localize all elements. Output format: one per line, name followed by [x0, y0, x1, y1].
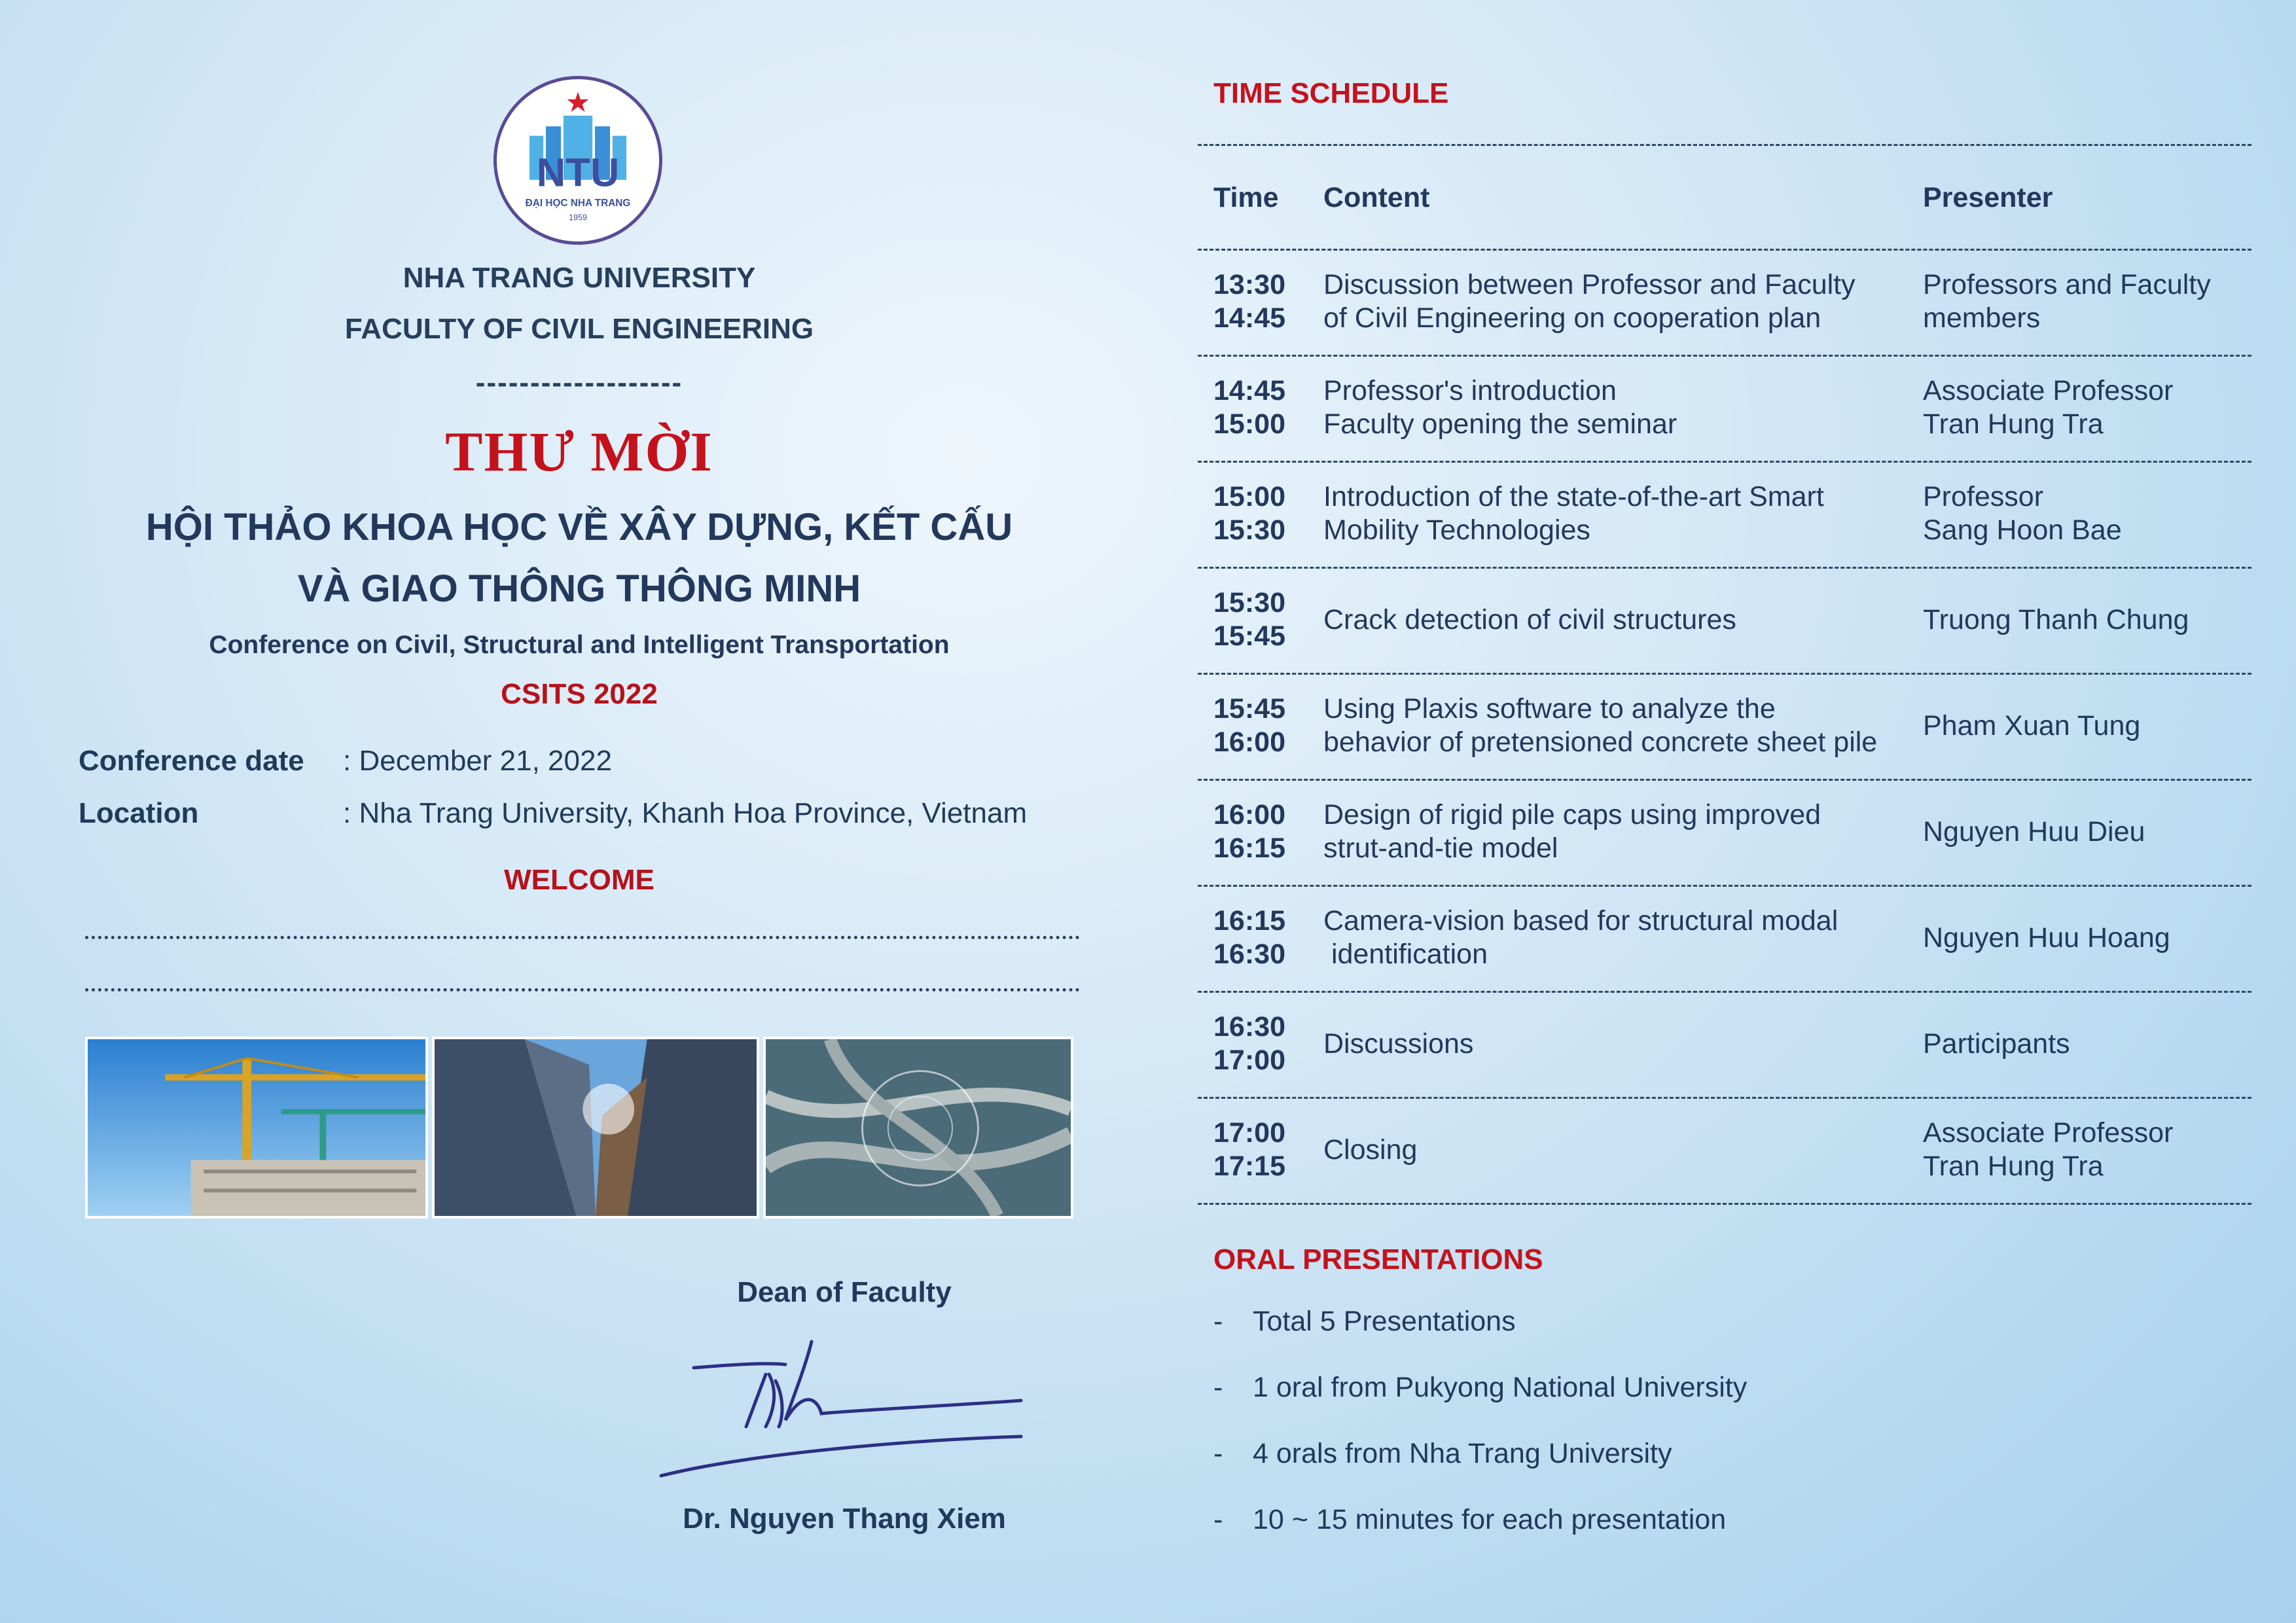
location-label: Location — [79, 797, 199, 829]
skyscrapers-photo — [432, 1037, 759, 1219]
content-line: Faculty opening the seminar — [1323, 408, 1677, 440]
table-row — [1198, 461, 2251, 567]
content-line: Using Plaxis software to analyze the — [1323, 693, 1776, 724]
content-line: Discussions — [1323, 1027, 1474, 1060]
bullet-text: 1 oral from Pukyong National University — [1253, 1372, 1748, 1403]
end-time: 15:45 — [1213, 620, 1285, 652]
presenter-line: Tran Hung Tra — [1923, 408, 2104, 440]
table-row — [1198, 1097, 2251, 1203]
presenter-line: Professors and Faculty — [1923, 269, 2211, 300]
content-line: of Civil Engineering on cooperation plan — [1323, 302, 1821, 334]
presenter-line: Associate Professor — [1923, 1117, 2174, 1149]
construction-crane-photo — [85, 1037, 428, 1219]
start-time: 16:00 — [1213, 799, 1285, 830]
start-time: 15:45 — [1213, 693, 1285, 724]
start-time: 17:00 — [1213, 1117, 1285, 1149]
bullet-text: 10 ~ 15 minutes for each presentation — [1253, 1504, 1727, 1535]
university-logo — [493, 76, 662, 245]
conference-title-vi-line1: HỘI THẢO KHOA HỌC VỀ XÂY DỰNG, KẾT CẤU — [145, 506, 1013, 548]
presenter-line: Truong Thanh Chung — [1923, 603, 2189, 635]
dean-signature — [655, 1329, 1034, 1486]
start-time: 14:45 — [1213, 375, 1285, 406]
conference-title-vi-line2: VÀ GIAO THÔNG THÔNG MINH — [297, 567, 861, 610]
content-line: strut-and-tie model — [1323, 832, 1558, 864]
start-time: 16:15 — [1213, 905, 1285, 936]
university-name: NHA TRANG UNIVERSITY — [403, 262, 756, 294]
signatory-role: Dean of Faculty — [737, 1276, 952, 1308]
presenter-line: Professor — [1923, 481, 2044, 512]
presenter-line: Sang Hoon Bae — [1923, 514, 2122, 546]
start-time: 13:30 — [1213, 269, 1285, 300]
bullet-dash: - — [1213, 1504, 1223, 1535]
invitation-title: THƯ MỜI — [445, 420, 713, 483]
table-row — [1198, 885, 2251, 991]
presenter-line: Participants — [1923, 1027, 2070, 1060]
table-row — [1198, 991, 2251, 1097]
content-line: Crack detection of civil structures — [1323, 603, 1736, 635]
oral-presentations-heading: ORAL PRESENTATIONS — [1213, 1243, 1543, 1275]
end-time: 17:00 — [1213, 1044, 1285, 1076]
end-time: 16:30 — [1213, 938, 1285, 970]
presenter-line: Pham Xuan Tung — [1923, 709, 2141, 741]
conference-acronym: CSITS 2022 — [501, 678, 658, 710]
table-rule — [1198, 1203, 2251, 1205]
table-row — [1198, 567, 2251, 673]
end-time: 16:00 — [1213, 726, 1285, 758]
date-label: Conference date — [79, 745, 304, 777]
start-time: 16:30 — [1213, 1011, 1285, 1043]
signatory-name: Dr. Nguyen Thang Xiem — [683, 1503, 1006, 1535]
presenter-line: Associate Professor — [1923, 375, 2174, 406]
date-value: : December 21, 2022 — [343, 745, 612, 777]
content-line: Mobility Technologies — [1323, 514, 1590, 546]
content-line: Camera-vision based for structural modal — [1323, 905, 1839, 936]
presenter-line: Nguyen Huu Hoang — [1923, 921, 2170, 954]
logo-text: NTU — [536, 150, 620, 196]
content-line: Design of rigid pile caps using improved — [1323, 799, 1821, 830]
start-time: 15:30 — [1213, 587, 1285, 618]
content-line: behavior of pretensioned concrete sheet pile — [1323, 726, 1878, 758]
header-presenter: Presenter — [1923, 182, 2053, 213]
end-time: 14:45 — [1213, 302, 1285, 334]
presenter-line: Nguyen Huu Dieu — [1923, 815, 2145, 847]
bullet-dash: - — [1213, 1438, 1223, 1469]
logo-subtitle: ĐẠI HỌC NHA TRANG — [525, 198, 631, 209]
bullet-dash: - — [1213, 1372, 1223, 1403]
guest-name-line-2 — [85, 988, 1080, 991]
bullet-dash: - — [1213, 1306, 1223, 1337]
right-panel — [1198, 0, 2251, 1623]
conference-title-en: Conference on Civil, Structural and Intelligent Transportation — [209, 631, 950, 659]
presenter-line: members — [1923, 302, 2041, 334]
content-line: Introduction of the state-of-the-art Smart — [1323, 481, 1824, 512]
location-value: : Nha Trang University, Khanh Hoa Province, Vietnam — [343, 797, 1028, 829]
end-time: 16:15 — [1213, 832, 1285, 864]
table-row — [1198, 673, 2251, 779]
content-line: Closing — [1323, 1133, 1418, 1166]
content-line: Discussion between Professor and Faculty — [1323, 269, 1856, 300]
time-schedule-heading: TIME SCHEDULE — [1213, 77, 1449, 109]
end-time: 17:15 — [1213, 1150, 1285, 1182]
header-divider: ------------------- — [475, 366, 683, 399]
guest-name-line-1 — [85, 936, 1080, 939]
smart-highway-photo — [763, 1037, 1073, 1219]
bullet-text: 4 orals from Nha Trang University — [1253, 1438, 1672, 1469]
faculty-name: FACULTY OF CIVIL ENGINEERING — [344, 313, 814, 345]
header-time: Time — [1213, 182, 1279, 213]
table-row — [1198, 249, 2251, 355]
header-content: Content — [1323, 182, 1430, 213]
table-rule — [1198, 144, 2251, 146]
logo-year: 1959 — [569, 213, 587, 223]
welcome-heading: WELCOME — [504, 864, 655, 896]
end-time: 15:00 — [1213, 408, 1285, 440]
table-row — [1198, 355, 2251, 461]
content-line: Professor's introduction — [1323, 375, 1617, 406]
content-line: identification — [1323, 938, 1488, 970]
table-row — [1198, 779, 2251, 885]
start-time: 15:00 — [1213, 481, 1285, 512]
bullet-text: Total 5 Presentations — [1253, 1306, 1516, 1337]
end-time: 15:30 — [1213, 514, 1285, 546]
presenter-line: Tran Hung Tra — [1923, 1150, 2104, 1182]
ntu-logo-emblem — [497, 79, 659, 241]
